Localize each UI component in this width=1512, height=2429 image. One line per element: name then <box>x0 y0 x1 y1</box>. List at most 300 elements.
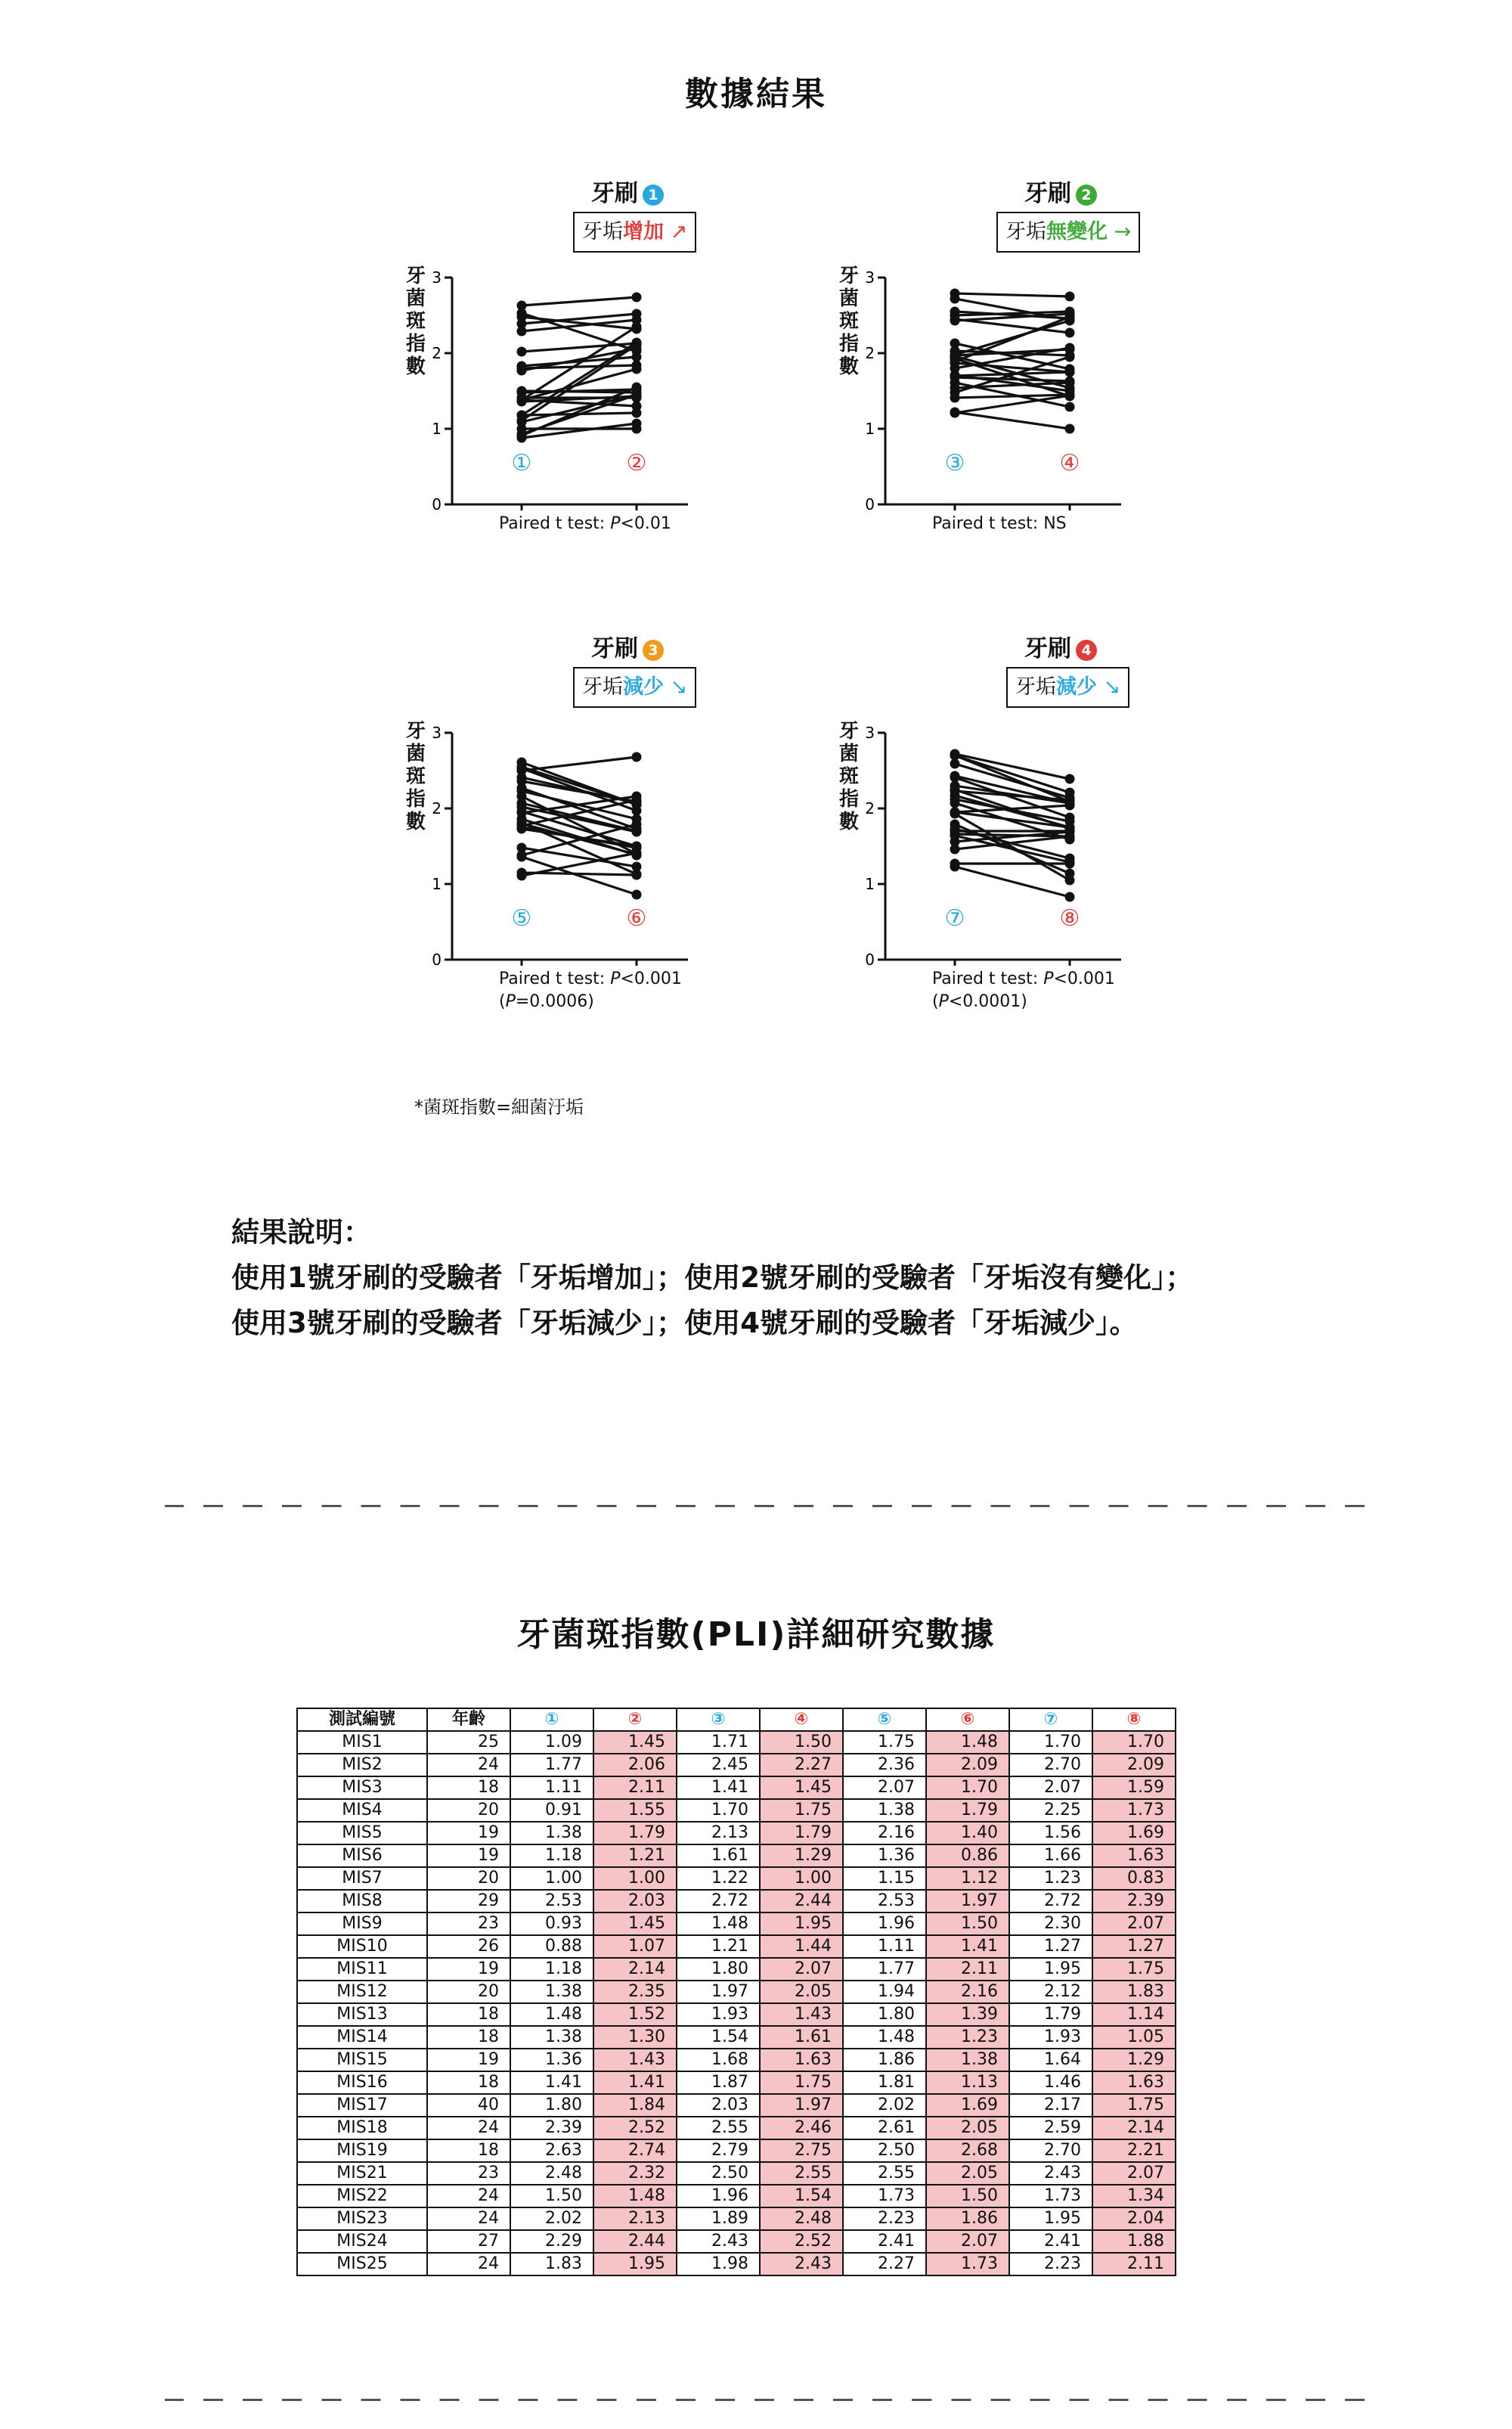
stat-line-1-prefix: Paired t test: <box>932 969 1044 988</box>
group-label: ① <box>511 450 532 476</box>
pli-value-cell: 1.52 <box>593 2003 677 2026</box>
before-point <box>950 786 960 796</box>
pli-value-cell: 1.38 <box>510 1822 593 1844</box>
pli-value-cell: 2.07 <box>1092 1912 1176 1935</box>
pli-value-cell: 2.48 <box>760 2207 843 2230</box>
before-point <box>517 433 527 443</box>
y-axis-label: 牙 菌 斑 指 數 <box>838 720 859 833</box>
pli-value-cell: 2.27 <box>760 1754 843 1776</box>
pli-value-cell: 2.63 <box>510 2139 593 2162</box>
column-header: ⑤ <box>843 1708 926 1731</box>
stat-line-1-p: P <box>610 969 621 988</box>
age-cell: 24 <box>427 2185 510 2207</box>
age-cell: 25 <box>427 1731 510 1754</box>
pli-value-cell: 1.13 <box>926 2071 1009 2094</box>
pli-value-cell: 1.79 <box>593 1822 677 1844</box>
pli-value-cell: 1.50 <box>510 2185 593 2207</box>
group-label: ⑤ <box>511 905 532 932</box>
explanation-line-2: 使用3號牙刷的受驗者「牙垢減少」；使用4號牙刷的受驗者「牙垢減少」。 <box>231 1307 1138 1339</box>
before-point <box>950 289 960 299</box>
table-row <box>297 2162 1176 2185</box>
pli-value-cell: 2.48 <box>510 2162 593 2185</box>
pli-value-cell: 2.68 <box>926 2139 1009 2162</box>
before-point <box>517 802 527 812</box>
table-row <box>297 2049 1176 2071</box>
pli-value-cell: 1.93 <box>677 2003 760 2026</box>
stat-line-1-prefix: Paired t test: <box>499 969 611 988</box>
pli-value-cell: 1.80 <box>510 2094 593 2117</box>
subject-id-cell: MIS19 <box>297 2139 427 2162</box>
age-cell: 26 <box>427 1935 510 1958</box>
pli-data-table <box>296 1708 1176 2276</box>
pli-value-cell: 2.41 <box>1009 2230 1092 2253</box>
pli-value-cell: 1.18 <box>510 1958 593 1981</box>
after-point <box>1065 368 1075 377</box>
verdict-prefix: 牙垢 <box>582 675 623 699</box>
verdict-prefix: 牙垢 <box>1005 220 1046 244</box>
age-cell: 19 <box>427 2049 510 2071</box>
pli-value-cell: 2.75 <box>760 2139 843 2162</box>
pli-value-cell: 2.07 <box>1092 2162 1176 2185</box>
subject-line <box>522 757 637 771</box>
after-point <box>632 851 642 861</box>
pli-value-cell: 1.86 <box>926 2207 1009 2230</box>
pli-value-cell: 1.59 <box>1092 1776 1176 1799</box>
pli-value-cell: 2.16 <box>926 1981 1009 2003</box>
pli-value-cell: 1.39 <box>926 2003 1009 2026</box>
pli-value-cell: 2.39 <box>1092 1890 1176 1912</box>
y-tick-label: 2 <box>865 799 875 817</box>
before-point <box>950 859 960 869</box>
before-point <box>950 383 960 393</box>
table-row <box>297 2207 1176 2230</box>
pli-value-cell: 2.23 <box>1009 2253 1092 2275</box>
pli-value-cell: 2.50 <box>677 2162 760 2185</box>
pli-value-cell: 1.68 <box>677 2049 760 2071</box>
pli-value-cell: 1.80 <box>843 2003 926 2026</box>
after-point <box>1065 774 1075 784</box>
after-point <box>632 315 642 325</box>
pli-value-cell: 1.09 <box>510 1731 593 1754</box>
subject-line <box>522 829 637 846</box>
pli-value-cell: 2.43 <box>760 2253 843 2275</box>
pli-value-cell: 1.69 <box>926 2094 1009 2117</box>
after-point <box>1065 292 1075 302</box>
before-point <box>517 327 527 337</box>
pli-value-cell: 2.03 <box>593 1890 677 1912</box>
pli-value-cell: 2.27 <box>843 2253 926 2275</box>
after-point <box>1065 832 1075 842</box>
pli-value-cell: 1.83 <box>510 2253 593 2275</box>
table-row <box>297 1754 1176 1776</box>
pli-value-cell: 2.09 <box>926 1754 1009 1776</box>
pli-value-cell: 1.73 <box>843 2185 926 2207</box>
pli-value-cell: 1.15 <box>843 1867 926 1890</box>
before-point <box>950 408 960 418</box>
pli-value-cell: 1.54 <box>677 2026 760 2049</box>
pli-value-cell: 2.59 <box>1009 2117 1092 2139</box>
pli-value-cell: 2.35 <box>593 1981 677 2003</box>
pli-value-cell: 1.50 <box>926 1912 1009 1935</box>
pli-value-cell: 1.12 <box>926 1867 1009 1890</box>
y-tick-label: 1 <box>865 875 875 893</box>
y-tick-label: 0 <box>865 951 875 966</box>
pli-value-cell: 1.07 <box>593 1935 677 1958</box>
pli-value-cell: 2.30 <box>1009 1912 1092 1935</box>
table-row <box>297 1890 1176 1912</box>
subject-line <box>522 297 637 306</box>
pli-value-cell: 2.61 <box>843 2117 926 2139</box>
pli-value-cell: 1.45 <box>593 1912 677 1935</box>
pli-value-cell: 1.96 <box>843 1912 926 1935</box>
pli-value-cell: 0.83 <box>1092 1867 1176 1890</box>
pli-value-cell: 1.23 <box>926 2026 1009 2049</box>
verdict-word: 減少 <box>1056 675 1097 699</box>
pli-value-cell: 2.17 <box>1009 2094 1092 2117</box>
pli-value-cell: 1.43 <box>593 2049 677 2071</box>
chart-svg <box>834 174 1287 510</box>
after-point <box>1065 328 1075 338</box>
subject-id-cell: MIS14 <box>297 2026 427 2049</box>
y-tick-label: 0 <box>432 495 442 510</box>
verdict-word: 減少 <box>623 675 664 699</box>
pli-value-cell: 1.18 <box>510 1844 593 1867</box>
group-label: ④ <box>1059 450 1080 476</box>
age-cell: 24 <box>427 2253 510 2275</box>
table-header-row <box>297 1708 1176 1731</box>
age-cell: 18 <box>427 2139 510 2162</box>
pli-value-cell: 1.30 <box>593 2026 677 2049</box>
age-cell: 24 <box>427 2117 510 2139</box>
age-cell: 23 <box>427 2162 510 2185</box>
column-header: ① <box>510 1708 593 1731</box>
pli-value-cell: 1.79 <box>760 1822 843 1844</box>
before-point <box>517 312 527 322</box>
age-cell: 40 <box>427 2094 510 2117</box>
pli-value-cell: 1.11 <box>843 1935 926 1958</box>
paired-t-test-result <box>932 513 1067 535</box>
divider-bottom <box>165 2399 1374 2401</box>
age-cell: 18 <box>427 2026 510 2049</box>
pli-value-cell: 2.09 <box>1092 1754 1176 1776</box>
subject-id-cell: MIS22 <box>297 2185 427 2207</box>
subject-id-cell: MIS25 <box>297 2253 427 2275</box>
after-point <box>1065 383 1075 393</box>
pli-value-cell: 1.48 <box>593 2185 677 2207</box>
paired-t-test-result <box>499 968 682 1013</box>
pli-value-cell: 1.36 <box>510 2049 593 2071</box>
pli-value-cell: 1.97 <box>760 2094 843 2117</box>
pli-value-cell: 1.88 <box>1092 2230 1176 2253</box>
pli-value-cell: 2.72 <box>677 1890 760 1912</box>
pli-value-cell: 2.41 <box>843 2230 926 2253</box>
pli-value-cell: 1.56 <box>1009 1822 1092 1844</box>
after-point <box>1065 892 1075 902</box>
age-cell: 18 <box>427 2071 510 2094</box>
after-point <box>632 814 642 824</box>
pli-value-cell: 0.86 <box>926 1844 1009 1867</box>
pli-value-cell: 2.44 <box>760 1890 843 1912</box>
pli-value-cell: 1.70 <box>926 1776 1009 1799</box>
pli-value-cell: 1.43 <box>760 2003 843 2026</box>
pli-value-cell: 1.66 <box>1009 1844 1092 1867</box>
pli-value-cell: 2.03 <box>677 2094 760 2117</box>
pli-value-cell: 2.14 <box>593 1958 677 1981</box>
y-tick-label: 1 <box>432 420 442 438</box>
pli-value-cell: 1.41 <box>926 1935 1009 1958</box>
explanation-heading: 結果說明： <box>231 1216 371 1249</box>
pli-value-cell: 1.34 <box>1092 2185 1176 2207</box>
pli-value-cell: 2.07 <box>1009 1776 1092 1799</box>
pli-value-cell: 1.89 <box>677 2207 760 2230</box>
column-header: ⑥ <box>926 1708 1009 1731</box>
pli-value-cell: 1.75 <box>760 1799 843 1822</box>
stat-line-2 <box>499 991 682 1013</box>
pli-value-cell: 2.52 <box>593 2117 677 2139</box>
pli-value-cell: 1.80 <box>677 1958 760 1981</box>
table-row <box>297 1867 1176 1890</box>
table-row <box>297 1799 1176 1822</box>
subject-line <box>522 343 637 352</box>
pli-value-cell: 2.74 <box>593 2139 677 2162</box>
y-tick-label: 0 <box>865 495 875 510</box>
pli-value-cell: 2.79 <box>677 2139 760 2162</box>
before-point <box>517 852 527 862</box>
pli-value-cell: 1.75 <box>1092 2094 1176 2117</box>
subject-id-cell: MIS12 <box>297 1981 427 2003</box>
pli-value-cell: 0.91 <box>510 1799 593 1822</box>
age-cell: 19 <box>427 1844 510 1867</box>
pli-value-cell: 1.22 <box>677 1867 760 1890</box>
after-point <box>632 870 642 879</box>
after-point <box>632 324 642 334</box>
table-row <box>297 1822 1176 1844</box>
before-point <box>517 361 527 371</box>
after-point <box>632 293 642 302</box>
verdict-arrow-icon: → <box>1108 220 1132 244</box>
stat-line-2-open: ( <box>499 992 506 1011</box>
before-point <box>517 411 527 420</box>
pli-value-cell: 1.11 <box>510 1776 593 1799</box>
explanation-line-1: 使用1號牙刷的受驗者「牙垢增加」；使用2號牙刷的受驗者「牙垢沒有變化」； <box>231 1261 1194 1294</box>
pli-value-cell: 1.75 <box>843 1731 926 1754</box>
subject-id-cell: MIS6 <box>297 1844 427 1867</box>
group-label: ② <box>626 450 647 476</box>
pli-value-cell: 2.50 <box>843 2139 926 2162</box>
group-label: ⑦ <box>944 905 965 932</box>
before-point <box>950 808 960 817</box>
table-row <box>297 2117 1176 2139</box>
pli-value-cell: 1.98 <box>677 2253 760 2275</box>
after-point <box>632 352 642 362</box>
pli-value-cell: 1.48 <box>510 2003 593 2026</box>
before-point <box>517 871 527 881</box>
pli-value-cell: 1.54 <box>760 2185 843 2207</box>
brush-number-badge: 4 <box>1076 640 1097 661</box>
stat-line-1-p: P <box>1043 969 1054 988</box>
age-cell: 20 <box>427 1981 510 2003</box>
subject-id-cell: MIS18 <box>297 2117 427 2139</box>
pli-value-cell: 2.53 <box>510 1890 593 1912</box>
pli-value-cell: 1.63 <box>1092 2071 1176 2094</box>
pli-value-cell: 1.97 <box>677 1981 760 2003</box>
before-point <box>517 783 527 793</box>
column-header: ③ <box>677 1708 760 1731</box>
y-tick-label: 2 <box>432 799 442 817</box>
y-tick-label: 1 <box>432 875 442 893</box>
pli-value-cell: 1.95 <box>1009 1958 1092 1981</box>
after-point <box>632 890 642 900</box>
y-tick-label: 2 <box>432 344 442 362</box>
before-point <box>517 386 527 396</box>
pli-value-cell: 1.77 <box>843 1958 926 1981</box>
chart-panel-brush-4 <box>834 629 1287 1053</box>
pli-value-cell: 1.93 <box>1009 2026 1092 2049</box>
pli-value-cell: 2.55 <box>760 2162 843 2185</box>
paired-t-test-result <box>499 513 671 535</box>
stat-line-2-open: ( <box>932 992 939 1011</box>
table-row <box>297 2230 1176 2253</box>
pli-value-cell: 1.55 <box>593 1799 677 1822</box>
chart-panel-brush-1 <box>401 174 854 597</box>
pli-value-cell: 1.70 <box>1092 1731 1176 1754</box>
before-point <box>517 843 527 853</box>
pli-value-cell: 1.63 <box>1092 1844 1176 1867</box>
age-cell: 29 <box>427 1890 510 1912</box>
paired-t-test-result <box>932 968 1115 1013</box>
subject-line <box>522 391 637 392</box>
table-row <box>297 2026 1176 2049</box>
verdict-arrow-icon: ↘ <box>664 675 688 699</box>
subject-line <box>955 836 1070 862</box>
age-cell: 18 <box>427 2003 510 2026</box>
y-tick-label: 3 <box>865 724 875 742</box>
pli-value-cell: 2.25 <box>1009 1799 1092 1822</box>
pli-value-cell: 1.64 <box>1009 2049 1092 2071</box>
pli-value-cell: 1.45 <box>760 1776 843 1799</box>
pli-value-cell: 1.44 <box>760 1935 843 1958</box>
stat-line-2-suffix: =0.0006) <box>515 992 594 1011</box>
chart-title-text: 牙刷 <box>591 635 638 662</box>
column-header: ⑧ <box>1092 1708 1176 1731</box>
after-point <box>632 824 642 834</box>
y-tick-label: 2 <box>865 344 875 362</box>
after-point <box>632 419 642 429</box>
stat-line-1 <box>499 513 671 535</box>
table-row <box>297 2094 1176 2117</box>
pli-value-cell: 1.61 <box>677 1844 760 1867</box>
age-cell: 20 <box>427 1867 510 1890</box>
pli-value-cell: 1.83 <box>1092 1981 1176 2003</box>
subject-id-cell: MIS24 <box>297 2230 427 2253</box>
table-body <box>297 1731 1176 2275</box>
pli-value-cell: 2.13 <box>677 1822 760 1844</box>
after-point <box>1065 402 1075 412</box>
subject-id-cell: MIS7 <box>297 1867 427 1890</box>
after-point <box>1065 823 1075 833</box>
pli-value-cell: 1.97 <box>926 1890 1009 1912</box>
age-cell: 23 <box>427 1912 510 1935</box>
pli-value-cell: 1.73 <box>1009 2185 1092 2207</box>
pli-value-cell: 1.41 <box>593 2071 677 2094</box>
before-point <box>950 824 960 834</box>
pli-value-cell: 1.77 <box>510 1754 593 1776</box>
subject-id-cell: MIS5 <box>297 1822 427 1844</box>
column-header: ⑦ <box>1009 1708 1092 1731</box>
column-header: ② <box>593 1708 677 1731</box>
pli-value-cell: 1.61 <box>760 2026 843 2049</box>
pli-value-cell: 1.79 <box>926 1799 1009 1822</box>
stat-line-1 <box>932 513 1067 535</box>
pli-value-cell: 2.70 <box>1009 2139 1092 2162</box>
pli-value-cell: 1.81 <box>843 2071 926 2094</box>
verdict-prefix: 牙垢 <box>582 220 623 244</box>
group-label: ⑥ <box>626 905 647 932</box>
pli-value-cell: 2.44 <box>593 2230 677 2253</box>
subject-id-cell: MIS1 <box>297 1731 427 1754</box>
after-point <box>1065 876 1075 886</box>
subject-id-cell: MIS15 <box>297 2049 427 2071</box>
pli-value-cell: 2.45 <box>677 1754 760 1776</box>
after-point <box>1065 351 1075 361</box>
table-row <box>297 2253 1176 2275</box>
pli-value-cell: 2.11 <box>593 1776 677 1799</box>
stat-line-2-suffix: <0.0001) <box>948 992 1027 1011</box>
before-point <box>950 845 960 855</box>
after-point <box>1065 796 1075 805</box>
pli-value-cell: 2.02 <box>843 2094 926 2117</box>
table-row <box>297 1731 1176 1754</box>
y-axis-label: 牙 菌 斑 指 數 <box>405 720 426 833</box>
after-point <box>1065 854 1075 864</box>
brush-number-badge: 2 <box>1076 185 1097 206</box>
footnote: *菌斑指數=細菌汙垢 <box>414 1097 584 1118</box>
pli-value-cell: 1.21 <box>677 1935 760 1958</box>
brush-number-badge: 1 <box>643 185 664 206</box>
pli-value-cell: 1.75 <box>760 2071 843 2094</box>
pli-value-cell: 1.69 <box>1092 1822 1176 1844</box>
subject-line <box>955 293 1070 296</box>
pli-value-cell: 1.29 <box>760 1844 843 1867</box>
chart-title-text: 牙刷 <box>1024 635 1071 662</box>
subject-id-cell: MIS2 <box>297 1754 427 1776</box>
chart-panel-brush-2 <box>834 174 1287 597</box>
after-point <box>1065 813 1075 823</box>
table-title: 牙菌斑指數(PLI)詳細研究數據 <box>516 1615 996 1654</box>
pli-value-cell: 1.48 <box>926 1731 1009 1754</box>
after-point <box>632 799 642 808</box>
subject-id-cell: MIS8 <box>297 1890 427 1912</box>
pli-value-cell: 2.39 <box>510 2117 593 2139</box>
after-point <box>632 752 642 762</box>
pli-value-cell: 2.21 <box>1092 2139 1176 2162</box>
pli-value-cell: 1.40 <box>926 1822 1009 1844</box>
subject-id-cell: MIS9 <box>297 1912 427 1935</box>
pli-value-cell: 1.46 <box>1009 2071 1092 2094</box>
pli-value-cell: 0.88 <box>510 1935 593 1958</box>
pli-value-cell: 1.41 <box>677 1776 760 1799</box>
pli-value-cell: 1.41 <box>510 2071 593 2094</box>
page-title: 數據結果 <box>685 75 827 113</box>
chart-title-text: 牙刷 <box>1024 180 1071 207</box>
pli-value-cell: 1.38 <box>843 1799 926 1822</box>
verdict-word: 增加 <box>623 220 664 244</box>
before-point <box>517 301 527 311</box>
table-row <box>297 1912 1176 1935</box>
subject-line <box>522 423 637 438</box>
after-point <box>1065 316 1075 326</box>
age-cell: 18 <box>427 1776 510 1799</box>
